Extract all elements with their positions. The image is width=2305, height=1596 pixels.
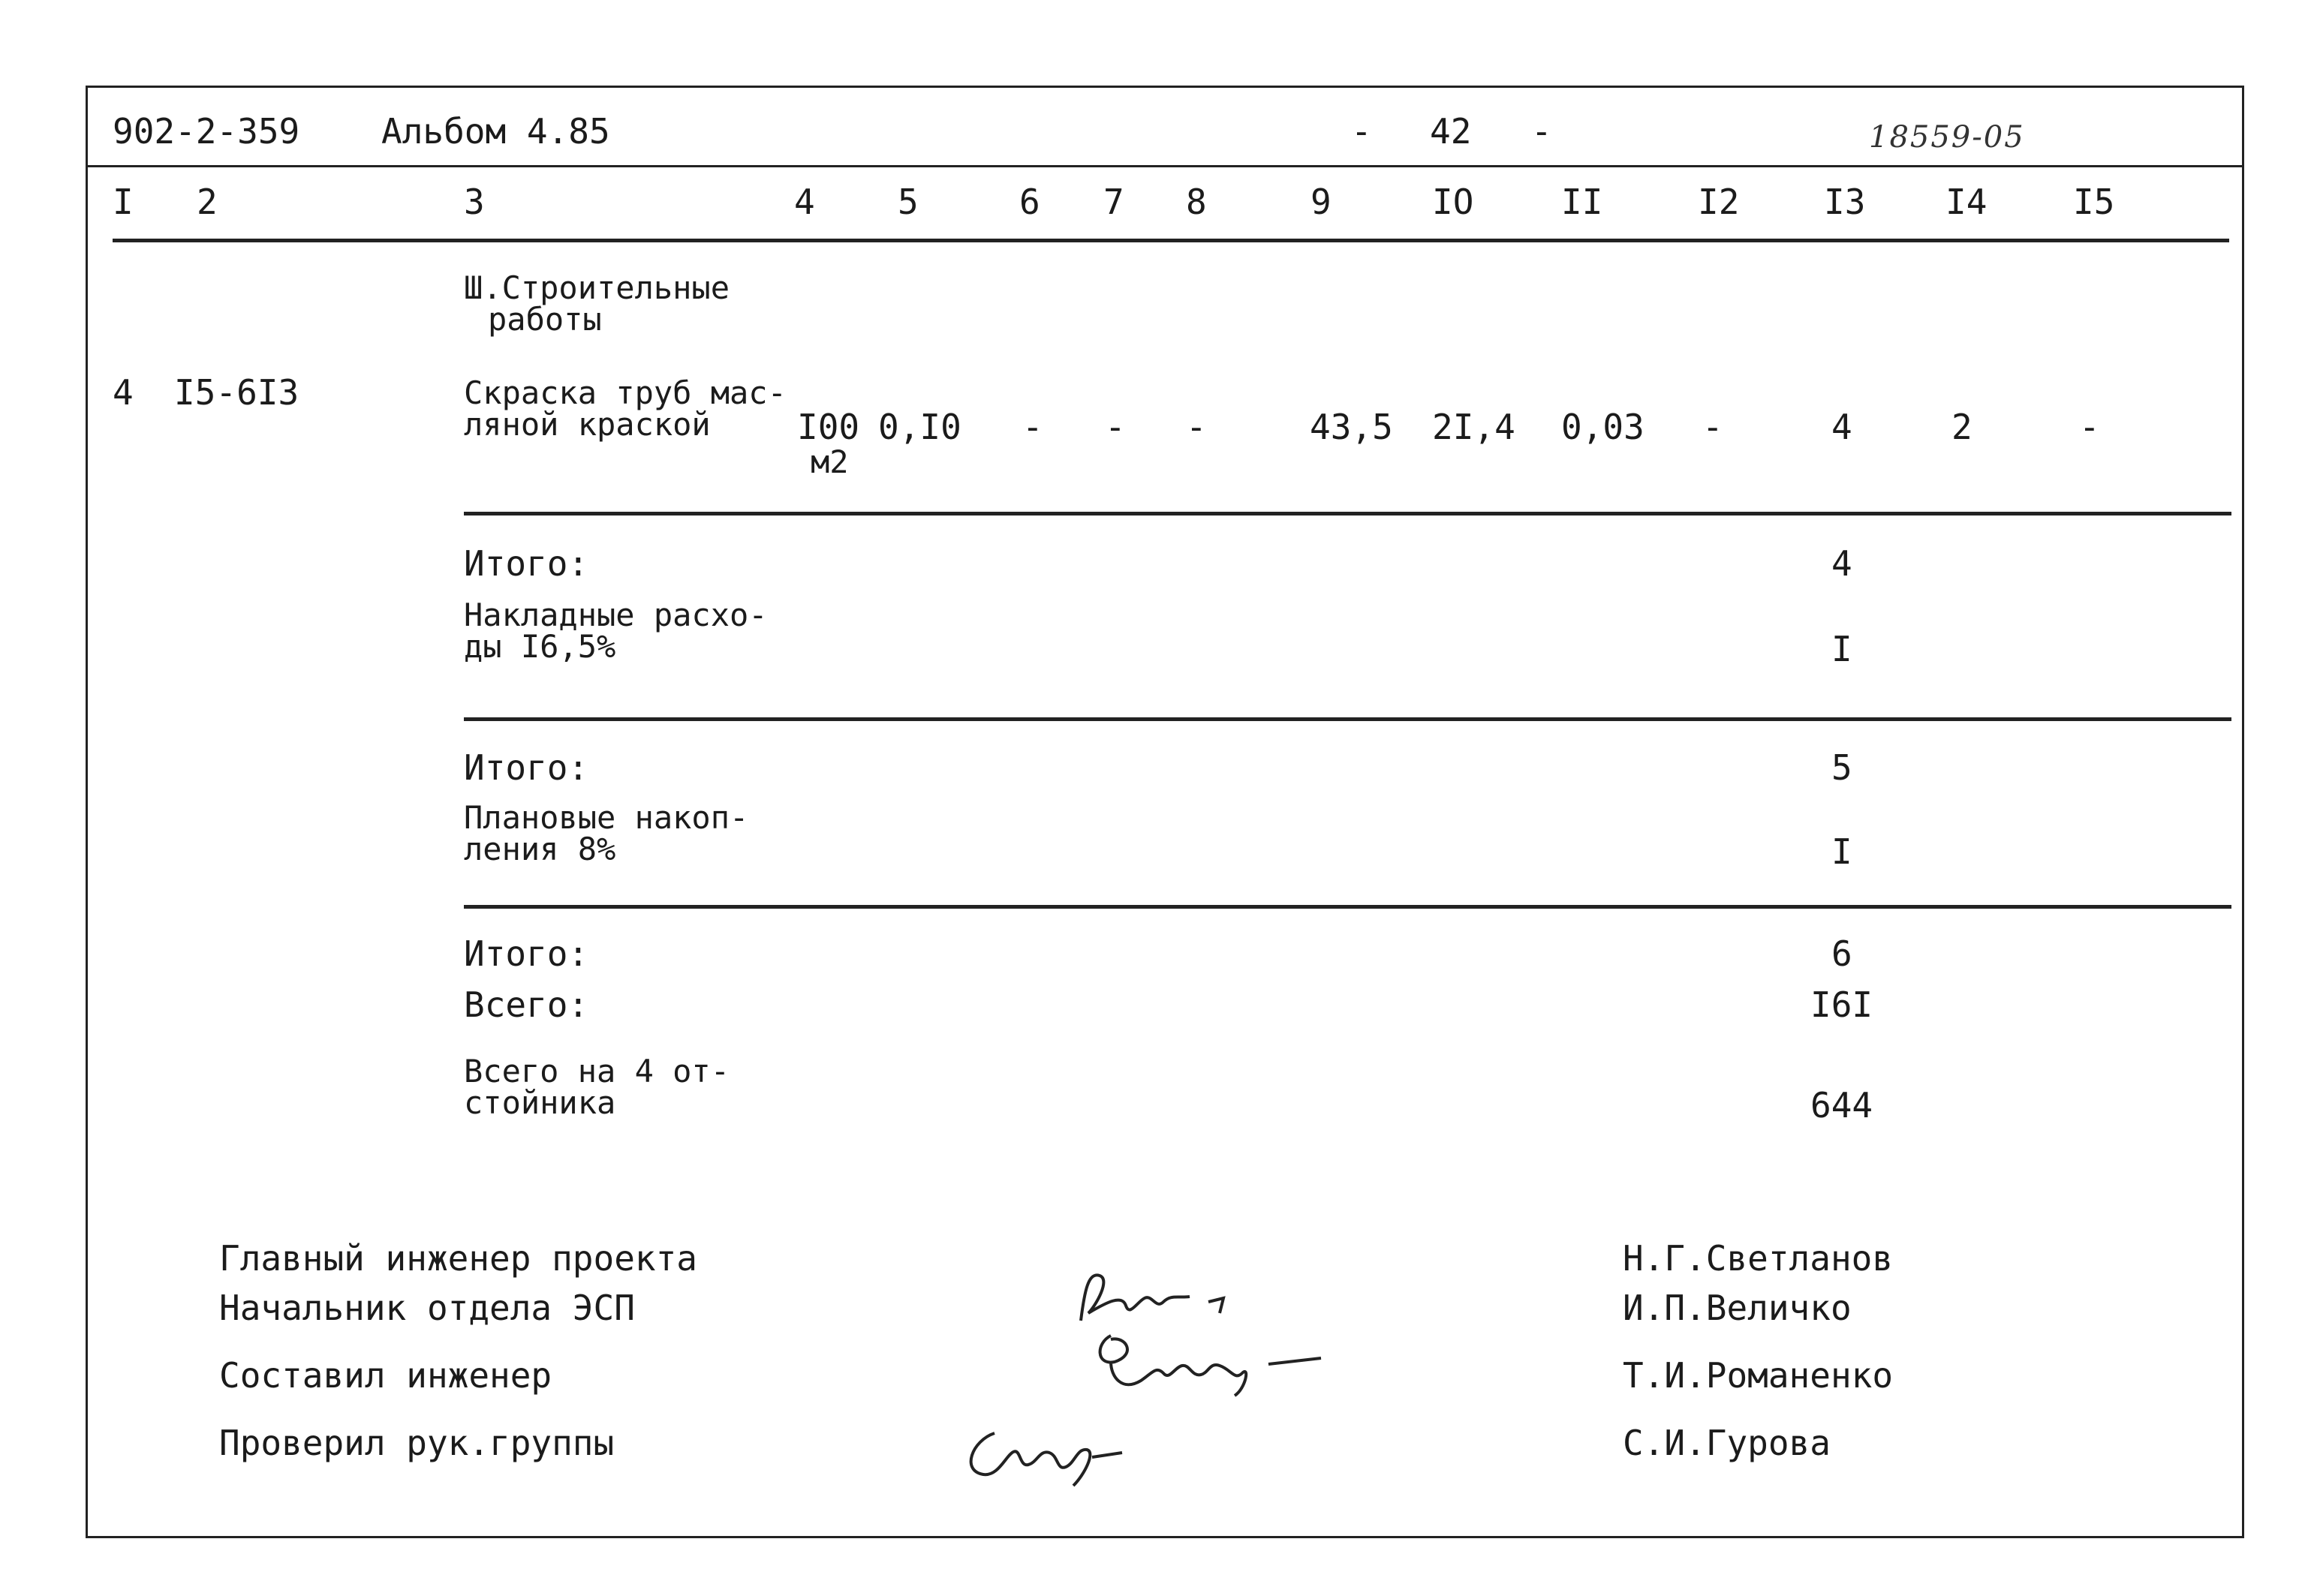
rule-after-overhead [464,717,2231,721]
row-col15: - [2079,407,2100,447]
row-col7: - [1105,407,1126,447]
signature-role-chief-engineer: Главный инженер проекта [219,1238,697,1279]
col-header-12: I2 [1698,182,1740,222]
signature-role-checked-by: Проверил рук.группы [219,1423,615,1463]
col-header-5: 5 [898,182,919,222]
signature-role-department-head: Начальник отдела ЭСП [219,1288,635,1328]
summary-planned-line1: Плановые накоп- [464,799,749,836]
column-header-rule [113,239,2229,242]
col-header-2: 2 [197,182,218,222]
row-col8: - [1186,407,1207,447]
col-header-11: II [1561,182,1603,222]
summary-total-label-3: Итого: [464,933,589,974]
col-header-10: IO [1432,182,1474,222]
summary-total-value-1: 4 [1831,543,1852,584]
signature-name-checked-by: С.И.Гурова [1623,1423,1831,1463]
page-dash-left: - [1351,111,1372,152]
row-col11: 0,03 [1561,407,1644,447]
summary-four-tanks-value: 644 [1810,1085,1873,1126]
album-label: Альбом 4.85 [381,111,610,152]
row-qty: 0,I0 [878,407,961,447]
col-header-13: I3 [1824,182,1866,222]
row-col12: - [1702,407,1723,447]
summary-total-label-1: Итого: [464,543,589,584]
row-name-line1: Скраска труб мас- [464,374,787,411]
col-header-9: 9 [1310,182,1332,222]
summary-total-value-2: 5 [1831,747,1852,788]
row-col14: 2 [1951,407,1972,447]
row-number: 4 [113,372,134,413]
stamp-number: 18559-05 [1869,120,2025,155]
col-header-1: I [113,182,134,222]
summary-four-tanks-line2: стойника [464,1084,616,1121]
summary-grand-label: Всего: [464,984,589,1025]
col-header-15: I5 [2073,182,2115,222]
col-header-6: 6 [1019,182,1040,222]
row-unit-line1: I00 [797,407,860,447]
rule-after-row [464,512,2231,515]
row-name-line2: ляной краской [464,406,711,443]
row-unit-line2: м2 [811,443,849,480]
row-col13: 4 [1831,407,1852,447]
col-header-8: 8 [1186,182,1207,222]
summary-overhead-value: I [1831,629,1852,669]
signature-name-department-head: И.П.Величко [1623,1288,1852,1328]
signature-role-compiled-by: Составил инженер [219,1355,552,1396]
row-col9: 43,5 [1310,407,1393,447]
summary-total-value-3: 6 [1831,933,1852,974]
section-title-line2: работы [488,301,602,338]
summary-overhead-line1: Накладные расхо- [464,597,768,633]
col-header-7: 7 [1103,182,1124,222]
row-col10: 2I,4 [1432,407,1515,447]
col-header-4: 4 [794,182,815,222]
rule-after-planned [464,905,2231,909]
summary-four-tanks-line1: Всего на 4 от- [464,1053,730,1090]
row-col6: - [1022,407,1043,447]
col-header-14: I4 [1945,182,1988,222]
section-title-line1: Ш.Строительные [464,269,730,306]
summary-planned-value: I [1831,831,1852,872]
doc-code: 902-2-359 [113,111,300,152]
page-number: 42 [1430,111,1472,152]
header-rule [86,165,2242,167]
signature-mark-checked-by [953,1411,1148,1493]
summary-overhead-line2: ды I6,5% [464,628,616,665]
summary-grand-value: I6I [1810,984,1873,1025]
signature-name-chief-engineer: Н.Г.Светланов [1623,1238,1894,1279]
row-code: I5-6I3 [174,372,299,413]
signature-mark-compiled-by [1081,1321,1336,1403]
signature-name-compiled-by: Т.И.Романенко [1623,1355,1894,1396]
summary-planned-line2: ления 8% [464,831,616,867]
col-header-3: 3 [464,182,485,222]
summary-total-label-2: Итого: [464,747,589,788]
page-dash-right: - [1531,111,1552,152]
